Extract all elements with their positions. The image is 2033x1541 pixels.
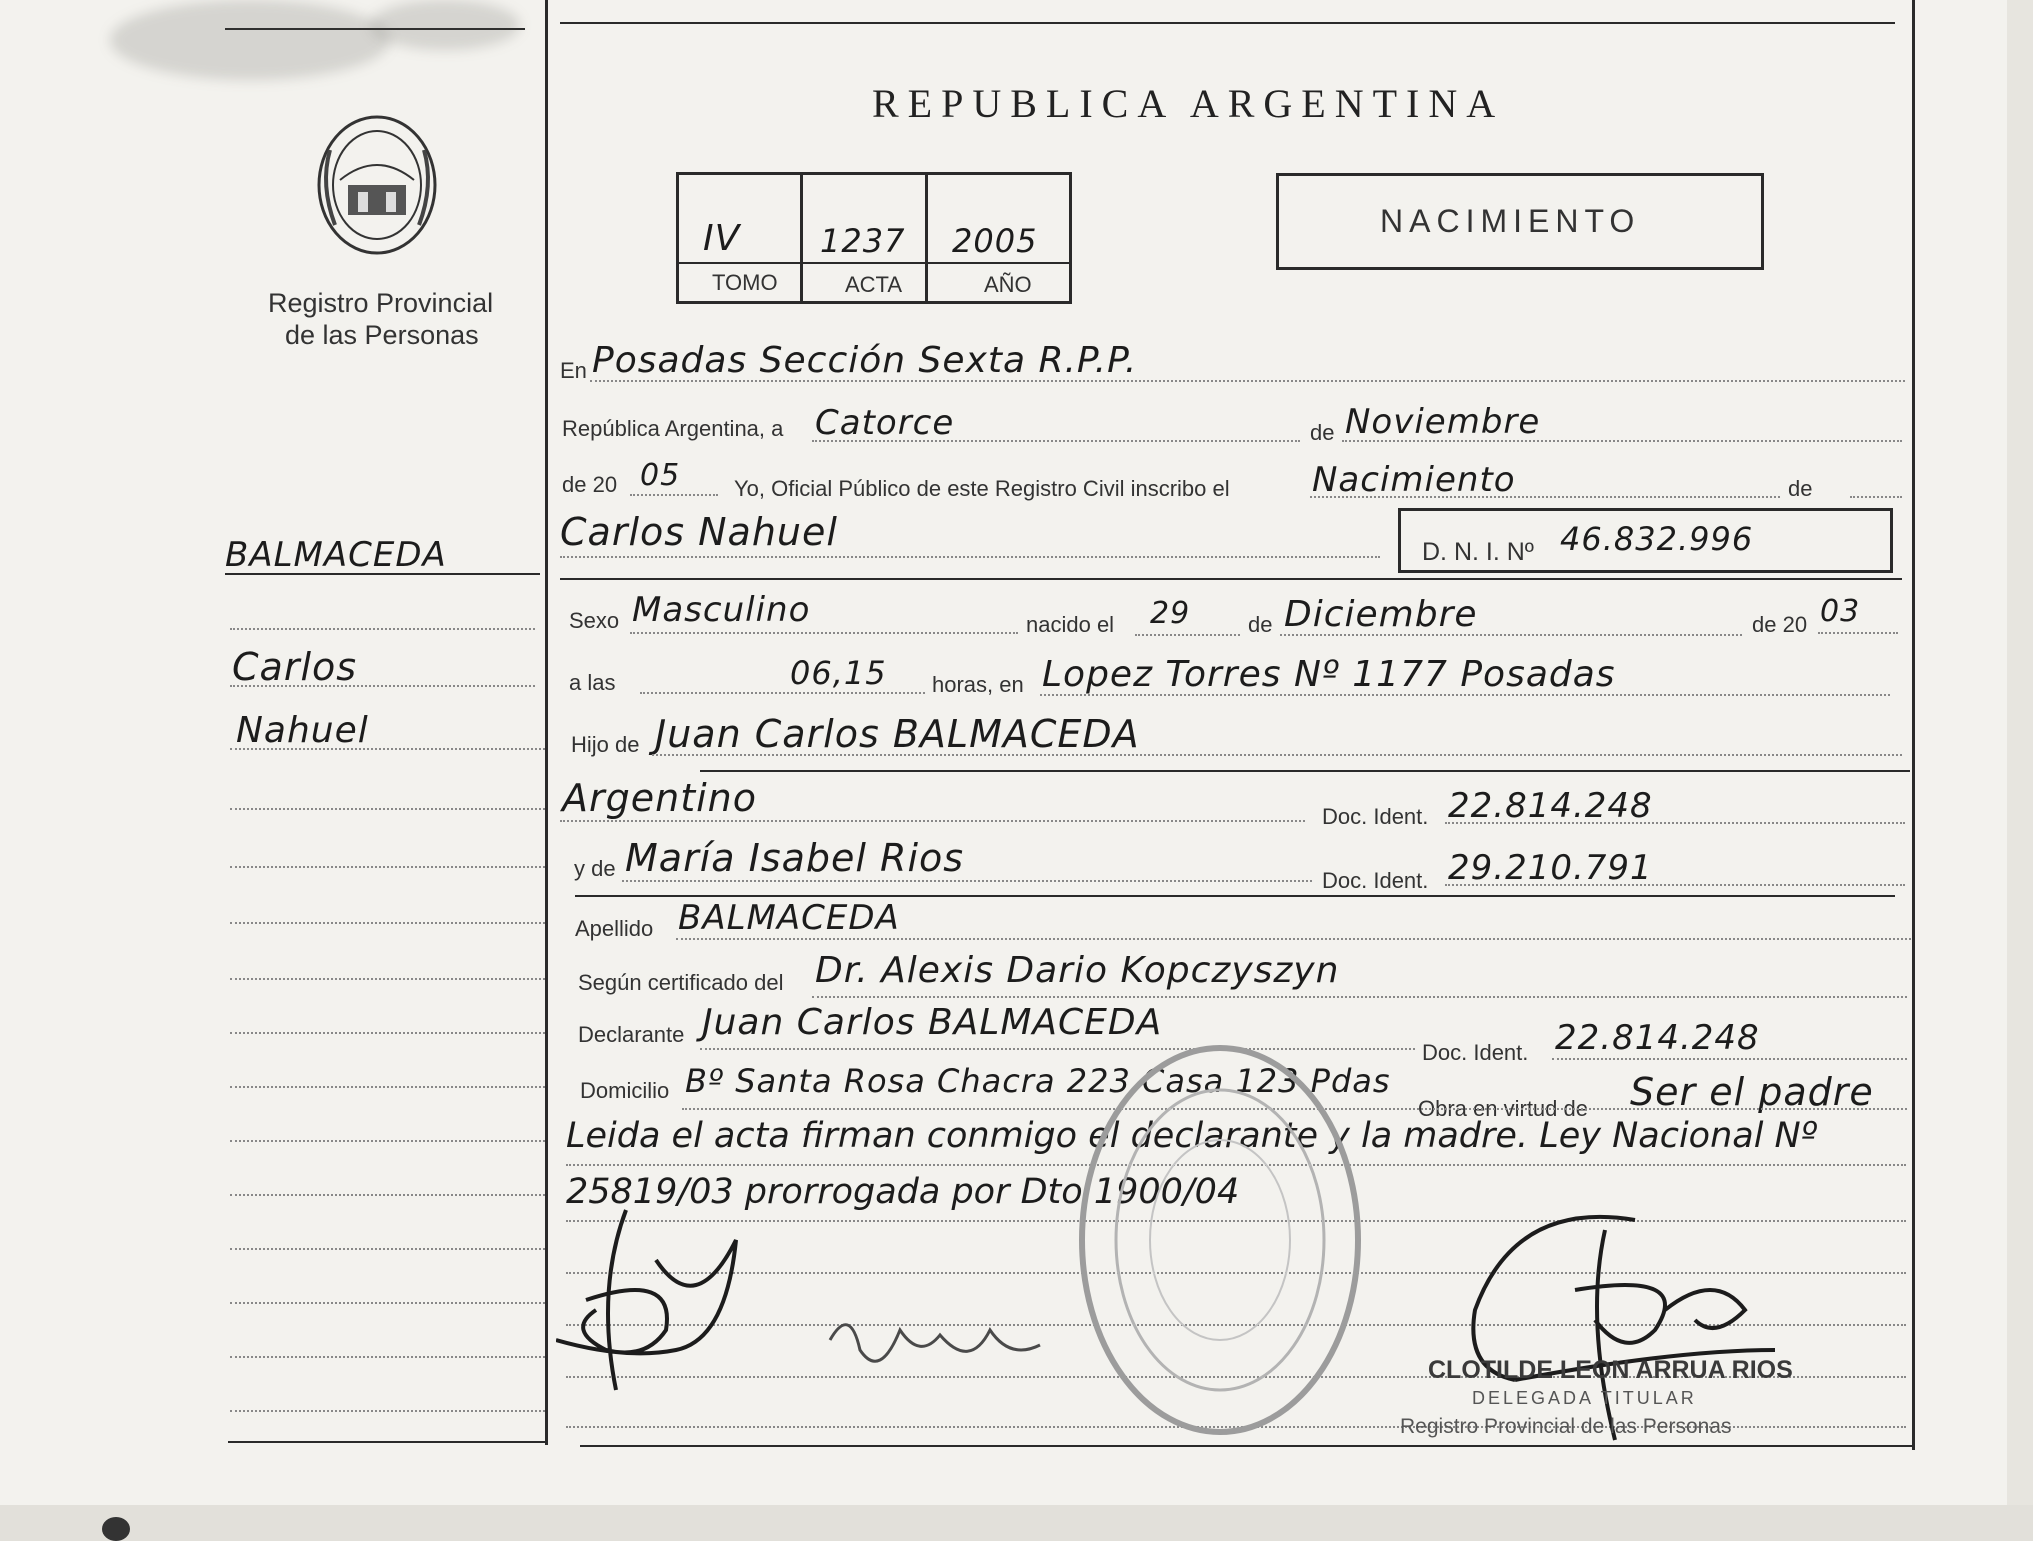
record-type: NACIMIENTO <box>1380 203 1641 239</box>
lugar-value: Posadas Sección Sexta R.P.P. <box>592 340 1138 381</box>
top-rule-right <box>560 22 1895 24</box>
nombre-value: Carlos Nahuel <box>560 510 838 554</box>
hora-value: 06,15 <box>790 654 887 692</box>
de20-label-2: de 20 <box>1752 612 1808 637</box>
ink-blot <box>102 1517 130 1541</box>
dia-texto-value: Catorce <box>815 403 955 443</box>
stub-surname-line <box>225 573 540 575</box>
domicilio-value: Bº Santa Rosa Chacra 223 Casa 123 Pdas <box>685 1062 1391 1100</box>
domicilio-label: Domicilio <box>580 1078 670 1103</box>
doc-padre-line <box>1445 822 1905 824</box>
anio-nac-value: 03 <box>1820 594 1861 629</box>
en-line <box>590 380 1905 382</box>
stub-dotted-line <box>230 1302 545 1304</box>
madre-value: María Isabel Rios <box>625 836 965 880</box>
nacido-label: nacido el <box>1026 612 1115 637</box>
stub-dotted-line <box>230 685 535 687</box>
acta-label: ACTA <box>845 272 903 297</box>
name-row-rule <box>560 578 1902 580</box>
dni-value: 46.832.996 <box>1560 520 1754 558</box>
document-title: REPUBLICA ARGENTINA <box>872 81 1505 126</box>
certificado-value: Dr. Alexis Dario Kopczyszyn <box>815 950 1340 991</box>
horas-label: horas, en <box>932 672 1024 697</box>
right-border <box>1912 0 1915 1450</box>
record-id-divider <box>800 172 803 304</box>
official-signature-icon <box>1455 1210 1795 1450</box>
de-label-2: de <box>1788 476 1813 501</box>
dni-label: D. N. I. Nº <box>1422 538 1534 566</box>
lugar-nac-value: Lopez Torres Nº 1177 Posadas <box>1042 654 1616 695</box>
page-edge <box>2007 0 2033 1541</box>
obra-label: Obra en virtud de <box>1418 1096 1588 1121</box>
hijo-label: Hijo de <box>571 732 640 757</box>
official-name: CLOTILDE LEON ARRUA RIOS <box>1428 1356 1793 1384</box>
mother-signature-icon <box>820 1300 1060 1390</box>
apellido-value: BALMACEDA <box>678 898 900 938</box>
apellido-line <box>676 938 1911 940</box>
obra-value: Ser el padre <box>1630 1070 1874 1114</box>
dia-nac-value: 29 <box>1150 596 1191 631</box>
mes-nac-value: Diciembre <box>1284 594 1478 635</box>
tomo-label: TOMO <box>712 270 778 295</box>
stub-name2: Nahuel <box>236 710 369 751</box>
declarant-signature-icon <box>556 1200 776 1400</box>
observaciones-line2: 25819/03 prorrogada por Dto 1900/04 <box>566 1172 1240 1212</box>
oficial-label: Yo, Oficial Público de este Registro Civil inscribo el <box>734 476 1230 501</box>
lugar-nac-line <box>1040 694 1890 696</box>
registry-name-line1: Registro Provincial <box>268 288 494 318</box>
record-id-label-rule <box>676 262 1072 264</box>
stub-dotted-line <box>230 1356 545 1358</box>
doc-declarante-line <box>1552 1058 1907 1060</box>
republica-label: República Argentina, a <box>562 416 784 441</box>
dia-line <box>812 440 1300 442</box>
stub-surname: BALMACEDA <box>225 535 447 575</box>
sexo-line <box>630 632 1018 634</box>
acta-value: 1237 <box>820 222 906 260</box>
de-label: de <box>1310 420 1335 445</box>
anio-nac-line <box>1818 632 1898 634</box>
stub-dotted-line <box>230 748 545 750</box>
doc-label-2: Doc. Ident. <box>1322 868 1429 893</box>
en-label: En <box>560 358 587 383</box>
official-organization: Registro Provincial de las Personas <box>1400 1415 1732 1438</box>
padre-value: Juan Carlos BALMACEDA <box>655 712 1140 756</box>
declarante-value: Juan Carlos BALMACEDA <box>702 1002 1163 1043</box>
anio-value: 2005 <box>952 222 1038 260</box>
stub-dotted-line <box>230 1410 545 1412</box>
tipo-value: Nacimiento <box>1312 460 1516 500</box>
dia-nac-line <box>1135 634 1240 636</box>
registry-round-stamp-icon <box>1070 1035 1370 1445</box>
tipo-line <box>1310 496 1780 498</box>
alas-label: a las <box>569 670 616 695</box>
mes-value: Noviembre <box>1345 402 1541 442</box>
anio-acta-value: 05 <box>640 458 681 493</box>
stub-separator <box>545 0 548 1445</box>
tomo-value: IV <box>703 218 741 259</box>
stub-dotted-line <box>230 922 545 924</box>
doc-padre-value: 22.814.248 <box>1448 786 1653 826</box>
declarante-label: Declarante <box>578 1022 685 1047</box>
certificado-line <box>812 996 1907 998</box>
stub-dotted-line <box>230 1086 545 1088</box>
sexo-label: Sexo <box>569 608 620 633</box>
doc-madre-line <box>1445 884 1905 886</box>
doc-label-3: Doc. Ident. <box>1422 1040 1529 1065</box>
stub-bottom-line <box>228 1441 545 1443</box>
padre-line <box>652 754 1902 756</box>
doc-madre-value: 29.210.791 <box>1448 848 1653 888</box>
madre-rule <box>575 895 1895 897</box>
torn-corner-mark <box>370 0 520 50</box>
stub-dotted-line <box>230 628 535 630</box>
nacionalidad-padre-value: Argentino <box>562 776 757 820</box>
torn-corner-mark <box>110 0 390 80</box>
stub-name1: Carlos <box>232 645 358 689</box>
nombre-line <box>560 556 1380 558</box>
padre-rule <box>700 770 1910 772</box>
stub-dotted-line <box>230 1194 545 1196</box>
page-shadow <box>0 1505 2033 1541</box>
observaciones-line1: Leida el acta firman conmigo el declarante y la madre. Ley Nacional Nº <box>566 1116 1818 1156</box>
hora-line <box>640 692 925 694</box>
doc-label: Doc. Ident. <box>1322 804 1429 829</box>
official-title: DELEGADA TITULAR <box>1472 1388 1697 1408</box>
stub-dotted-line <box>230 1032 545 1034</box>
anio-label: AÑO <box>984 272 1032 297</box>
record-id-divider <box>925 172 928 304</box>
stub-dotted-line <box>230 808 545 810</box>
madre-line <box>622 880 1312 882</box>
apellido-label: Apellido <box>575 916 654 941</box>
doc-declarante-value: 22.814.248 <box>1555 1018 1760 1058</box>
yde-label: y de <box>574 856 616 881</box>
nacionalidad-line <box>560 820 1305 822</box>
stub-dotted-line <box>230 1140 545 1142</box>
stub-dotted-line <box>230 866 545 868</box>
misiones-coat-of-arms-icon <box>310 110 445 260</box>
mes-line <box>1342 440 1902 442</box>
sexo-value: Masculino <box>632 590 811 630</box>
certificado-label: Según certificado del <box>578 970 784 995</box>
mes-nac-line <box>1280 634 1742 636</box>
de20-label: de 20 <box>562 472 618 497</box>
stub-dotted-line <box>230 978 545 980</box>
de-line <box>1850 496 1902 498</box>
registry-name-line2: de las Personas <box>285 320 479 350</box>
anio-acta-line <box>630 494 718 496</box>
stub-dotted-line <box>230 1248 545 1250</box>
de-label-3: de <box>1248 612 1273 637</box>
